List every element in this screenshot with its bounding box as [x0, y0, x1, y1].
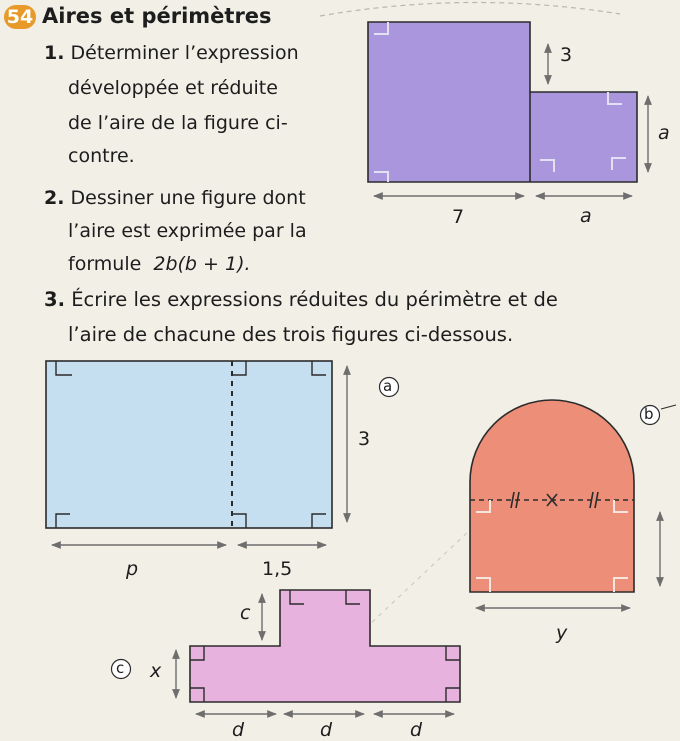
- exercise-number-badge: 54: [4, 5, 36, 29]
- label-3-top: 3: [560, 44, 573, 66]
- label-y: y: [556, 622, 568, 644]
- question-3-line: l’aire de chacune des trois figures ci-dessous.: [68, 323, 514, 346]
- label-a-bottom: a: [580, 205, 592, 227]
- question-1-line: contre.: [68, 145, 135, 167]
- question-3-number: 3.: [44, 288, 65, 311]
- question-1-line: de l’aire de la figure ci-: [68, 112, 288, 134]
- label-7: 7: [452, 206, 465, 228]
- label-x: x: [150, 660, 162, 682]
- figure-c-tag: c: [116, 659, 125, 677]
- label-3-blue: 3: [358, 428, 371, 450]
- question-1-line: Déterminer l’expression: [70, 42, 299, 64]
- question-3-line: Écrire les expressions réduites du périmètre et de: [71, 288, 558, 311]
- question-1-line: développée et réduite: [68, 77, 278, 99]
- label-d2: d: [320, 719, 333, 741]
- label-c: c: [240, 602, 251, 624]
- figure-b-salmon: [470, 400, 676, 608]
- label-a-side: a: [658, 122, 670, 144]
- figure-a-tag: a: [383, 377, 393, 395]
- decorative-dashed-curve: [320, 2, 620, 16]
- figure-b-tag: b: [644, 405, 654, 423]
- label-d1: d: [232, 719, 245, 741]
- blue-rectangle: [46, 361, 332, 528]
- salmon-shape: [470, 400, 634, 592]
- question-2-line: l’aire est exprimée par la: [68, 220, 307, 242]
- question-2-formula-lead: formule: [68, 253, 142, 275]
- purple-shape: [368, 22, 637, 182]
- label-p: p: [126, 558, 139, 580]
- tag-pointer: [661, 405, 676, 409]
- question-1-number: 1.: [44, 42, 65, 64]
- label-1-5: 1,5: [262, 558, 293, 580]
- pink-shape: [190, 590, 460, 702]
- question-2-number: 2.: [44, 187, 65, 209]
- figure-c-pink: [112, 590, 461, 714]
- question-2-line: Dessiner une figure dont: [70, 187, 306, 209]
- label-d3: d: [410, 719, 423, 741]
- question-2-formula: 2b(b + 1).: [153, 253, 251, 275]
- figure-top-purple: [368, 22, 648, 196]
- exercise-title: Aires et périmètres: [42, 4, 272, 28]
- figure-a-blue: [46, 361, 399, 545]
